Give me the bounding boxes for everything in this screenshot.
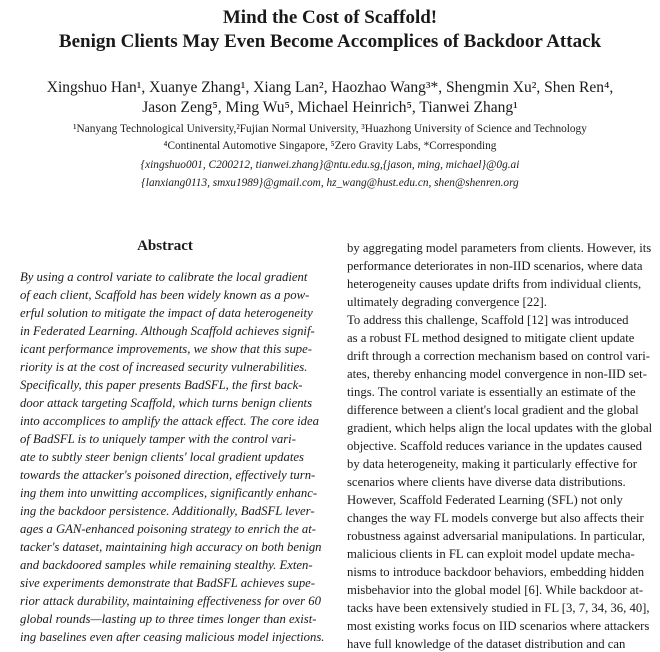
- abstract-line: By using a control variate to calibrate the local gradient: [20, 270, 308, 284]
- abstract-line: towards the attacker's poisoned direction, effectively turn-: [20, 468, 316, 482]
- abstract-line: ing the backdoor persistence. Additionally, BadSFL lever-: [20, 504, 315, 518]
- abstract-line: tacker's dataset, maintaining high accuracy on both benign: [20, 540, 322, 554]
- intro-line: changes the way FL models converge but also affects their: [347, 511, 644, 525]
- intro-line: by data heterogeneity, making it particularly effective for: [347, 457, 637, 471]
- intro-line: tacks have been extensively studied in FL [3, 7, 34, 36, 40],: [347, 601, 650, 615]
- abstract-line: icant performance improvements, we show that this supe-: [20, 342, 313, 356]
- abstract-line: and backdoored samples while remaining stealthy. Exten-: [20, 558, 313, 572]
- abstract-line: ages a GAN-enhanced poisoning strategy to enrich the at-: [20, 522, 316, 536]
- abstract-line: ing them into unwitting accomplices, significantly enhanc-: [20, 486, 318, 500]
- intro-line: have full knowledge of the dataset distribution and can: [347, 637, 626, 651]
- intro-line: However, Scaffold Federated Learning (SFL) not only: [347, 493, 623, 507]
- abstract-heading: Abstract: [137, 238, 193, 254]
- intro-line: robustness against adversarial manipulations. In particular,: [347, 529, 645, 543]
- affiliations-line-2: ⁴Continental Automotive Singapore, ⁵Zero Gravity Labs, *Corresponding: [163, 140, 497, 152]
- abstract-line: global rounds—lasting up to three times longer than exist-: [20, 612, 317, 626]
- abstract-line: of each client, Scaffold has been widely known as a pow-: [20, 288, 310, 302]
- intro-line: by aggregating model parameters from clients. However, its: [347, 241, 652, 255]
- abstract-line: sive experiments demonstrate that BadSFL achieves supe-: [20, 576, 316, 590]
- abstract-line: door attack targeting Scaffold, which turns benign clients: [20, 396, 313, 410]
- abstract-line: of BadSFL is to uniquely tamper with the control vari-: [20, 432, 296, 446]
- intro-line: drift through a correction mechanism based on control vari-: [347, 349, 650, 363]
- abstract-line: ing baselines even after ceasing malicious model injections.: [20, 630, 325, 644]
- abstract-line: in Federated Learning. Although Scaffold achieves signif-: [20, 324, 315, 338]
- intro-line: difference between a client's local gradient and the global: [347, 403, 639, 417]
- intro-line: most existing works focus on IID scenarios where attackers: [347, 619, 650, 633]
- emails-line-2: {lanxiang0113, smxu1989}@gmail.com, hz_wang@hust.edu.cn, shen@shenren.org: [141, 177, 519, 189]
- paper-title-line-1: Mind the Cost of Scaffold!: [222, 7, 438, 28]
- affiliations-line-1: ¹Nanyang Technological University,²Fujian Normal University, ³Huazhong University of Science and Technology: [73, 123, 587, 135]
- paper-title-line-2: Benign Clients May Even Become Accomplices of Backdoor Attack: [58, 31, 602, 52]
- intro-line: misbehavior into the global model [6]. While backdoor at-: [347, 583, 644, 597]
- author-list-line-1: Xingshuo Han¹, Xuanye Zhang¹, Xiang Lan², Haozhao Wang³*, Shengmin Xu², Shen Ren⁴,: [46, 79, 614, 96]
- abstract-line: into accomplices to amplify the attack effect. The core idea: [20, 414, 320, 428]
- abstract-line: erful solution to mitigate the impact of data heterogeneity: [20, 306, 313, 320]
- abstract-line: ate to subtly steer benign clients' local gradient updates: [20, 450, 304, 464]
- intro-line: malicious clients in FL can exploit model update mecha-: [347, 547, 635, 561]
- abstract-line: rior attack durability, maintaining effectiveness for over 60: [20, 594, 321, 608]
- emails-line-1: {xingshuo001, C200212, tianwei.zhang}@ntu.edu.sg,{jason, ming, michael}@0g.ai: [140, 159, 520, 171]
- intro-line: as a robust FL method designed to mitigate client update: [347, 331, 635, 345]
- intro-line: scenarios where clients have diverse data distributions.: [347, 475, 626, 489]
- intro-line: objective. Scaffold reduces variance in the updates caused: [347, 439, 642, 453]
- intro-line: ates, thereby enhancing model convergence in non-IID set-: [347, 367, 647, 381]
- intro-line: ultimately degrading convergence [22].: [347, 295, 547, 309]
- author-list-line-2: Jason Zeng⁵, Ming Wu⁵, Michael Heinrich⁵, Tianwei Zhang¹: [142, 99, 518, 116]
- intro-line: To address this challenge, Scaffold [12] was introduced: [347, 313, 629, 327]
- intro-line: heterogeneity causes update drifts from individual clients,: [347, 277, 642, 291]
- intro-line: tings. The control variate is essentially an estimate of the: [347, 385, 636, 399]
- abstract-line: riority is at the cost of increased security vulnerabilities.: [20, 360, 308, 374]
- intro-line: nisms to introduce backdoor behaviors, embedding hidden: [347, 565, 645, 579]
- intro-line: gradient, which helps align the local updates with the global: [347, 421, 653, 435]
- intro-line: performance deteriorates in non-IID scenarios, where data: [347, 259, 643, 273]
- abstract-line: Specifically, this paper presents BadSFL, the first back-: [20, 378, 303, 392]
